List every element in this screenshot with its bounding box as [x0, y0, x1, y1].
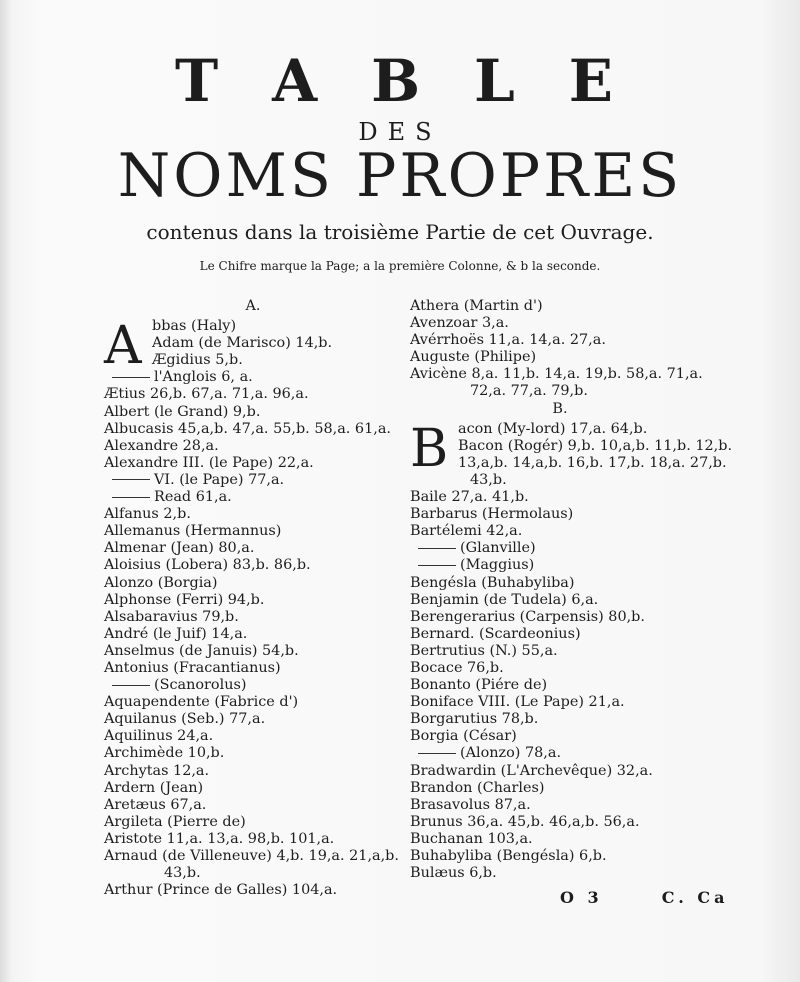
index-entry — [104, 404, 402, 421]
index-entry — [410, 298, 710, 315]
title-letter: L — [474, 47, 517, 115]
title-letter: E — [568, 47, 615, 115]
ditto-dash — [418, 753, 456, 754]
index-entry — [410, 349, 710, 366]
index-entry — [104, 609, 402, 626]
page-footer — [560, 888, 729, 907]
index-entry — [104, 438, 402, 455]
index-entry-text: Alonzo (Borgia) — [104, 574, 218, 591]
index-entry-text: Brasavolus 87,a. — [410, 796, 531, 813]
index-entry-text: Auguste (Philipe) — [410, 349, 537, 366]
index-entry — [410, 711, 710, 728]
index-entry — [104, 660, 402, 677]
index-entry — [104, 472, 402, 489]
index-entry-text: Aretæus 67,a. — [104, 796, 207, 813]
index-entry-text: Antonius (Fracantianus) — [104, 659, 281, 676]
index-entry-text: 43,b. — [470, 471, 507, 488]
index-entry-text: Alsabaravius 79,b. — [104, 608, 239, 625]
index-entry-text: Borgarutius 78,b. — [410, 711, 539, 728]
index-entry — [410, 332, 710, 349]
index-entry-text: Allemanus (Hermannus) — [104, 523, 282, 540]
reading-note: Le Chifre marque la Page; a la première Colonne, & b la seconde. — [199, 259, 601, 273]
index-entry-text: Avicène 8,a. 11,b. 14,a. 19,b. 58,a. 71,a. — [410, 366, 703, 383]
index-entry-text: VI. (le Pape) 77,a. — [154, 471, 285, 488]
index-entry — [410, 848, 710, 865]
index-entry-text: Berengerarius (Carpensis) 80,b. — [410, 608, 645, 625]
index-entry — [104, 626, 402, 643]
title-noms-propres: NOMS PROPRES — [117, 141, 683, 211]
index-entry — [410, 745, 710, 762]
index-entry — [104, 540, 402, 557]
index-entry-text: Bulæus 6,b. — [410, 865, 497, 882]
title-letter: A — [272, 47, 320, 115]
drop-cap-letter: B — [410, 418, 449, 479]
index-entry-text: Borgia (César) — [410, 728, 517, 745]
index-entry-text: (Maggius) — [460, 557, 535, 574]
index-entry — [410, 643, 710, 660]
index-entry — [410, 865, 710, 882]
drop-cap-block — [410, 418, 733, 479]
index-entry-text: Alexandre 28,a. — [104, 437, 219, 454]
index-entry-text: Bernard. (Scardeonius) — [410, 625, 581, 642]
index-entry-text: Alphonse (Ferri) 94,b. — [104, 591, 265, 608]
index-entry — [104, 814, 402, 831]
index-entry-text: Aquapendente (Fabrice d') — [104, 694, 299, 711]
index-entry — [104, 643, 402, 660]
index-entry-text: Bocace 76,b. — [410, 659, 504, 676]
index-entry — [410, 780, 710, 797]
index-entry-text: Ardern (Jean) — [104, 779, 204, 796]
drop-cap-letter: A — [104, 316, 142, 377]
index-entry-text: Read 61,a. — [154, 489, 232, 506]
index-entry-text: Arthur (Prince de Galles) 104,a. — [104, 882, 338, 899]
title-letter: T — [175, 47, 221, 115]
index-entry — [410, 383, 710, 400]
index-entry-text: Archimède 10,b. — [104, 745, 225, 762]
index-entry — [104, 780, 402, 797]
index-entry — [410, 763, 710, 780]
index-entry-text: Brunus 36,a. 45,b. 46,a,b. 56,a. — [410, 813, 640, 830]
index-entry — [104, 677, 402, 694]
index-entry-text: Avérrhoës 11,a. 14,a. 27,a. — [410, 332, 606, 349]
index-entry-text: Bonanto (Piére de) — [410, 677, 548, 694]
index-entry — [410, 575, 710, 592]
index-entry — [104, 557, 402, 574]
index-entry — [410, 728, 710, 745]
index-entry: Bacon (Rogér) 9,b. 10,a,b. 11,b. 12,b. — [458, 437, 733, 454]
index-entry-text: l'Anglois 6, a. — [154, 369, 253, 386]
index-entry — [410, 489, 710, 506]
index-entry — [104, 369, 402, 386]
index-entry-text: Bartélemi 42,a. — [410, 523, 523, 540]
index-entry-text: Arnaud (de Villeneuve) 4,b. 19,a. 21,a,b. — [104, 848, 399, 864]
index-entry — [410, 814, 710, 831]
index-entry — [104, 882, 402, 899]
index-entry-text: Alfanus 2,b. — [104, 506, 191, 523]
index-entry — [104, 575, 402, 592]
left-column — [104, 298, 402, 899]
index-entry-text: (Glanville) — [460, 540, 536, 557]
index-entry — [104, 848, 402, 865]
index-entry-text: Bertrutius (N.) 55,a. — [410, 642, 558, 659]
section-heading-a: A. — [245, 298, 261, 314]
drop-cap-block — [104, 316, 402, 377]
index-entry — [104, 694, 402, 711]
ditto-dash — [112, 497, 150, 498]
index-entry-text: 43,b. — [164, 865, 201, 882]
index-entry — [104, 489, 402, 506]
index-entry-text: Aristote 11,a. 13,a. 98,b. 101,a. — [104, 830, 335, 847]
index-entry-text: Brandon (Charles) — [410, 779, 545, 796]
index-entry — [410, 366, 710, 383]
index-entry — [410, 315, 710, 332]
right-column — [410, 298, 733, 882]
index-entry: bbas (Haly) — [152, 318, 237, 335]
index-entry-text: Baile 27,a. 41,b. — [410, 489, 529, 506]
index-entry — [104, 421, 402, 438]
subtitle: contenus dans la troisième Partie de cet Ouvrage. — [146, 220, 654, 244]
index-entry-text: (Scanorolus) — [154, 677, 247, 694]
index-entry — [410, 472, 710, 489]
index-entry — [104, 865, 402, 882]
ditto-dash — [418, 565, 456, 566]
index-entry — [104, 711, 402, 728]
index-entry-text: Albucasis 45,a,b. 47,a. 55,b. 58,a. 61,a. — [104, 420, 391, 437]
index-entry-text: André (le Juif) 14,a. — [104, 625, 248, 642]
index-entry — [410, 660, 710, 677]
catchword: C. Ca — [661, 888, 729, 907]
index-entry — [410, 592, 710, 609]
index-entry-text: Alexandre III. (le Pape) 22,a. — [104, 454, 314, 471]
index-entry — [410, 557, 710, 574]
index-entry — [410, 626, 710, 643]
index-entry-text: Anselmus (de Januis) 54,b. — [104, 642, 299, 659]
index-entry-text: Aloisius (Lobera) 83,b. 86,b. — [104, 557, 311, 574]
index-entry — [104, 763, 402, 780]
index-entry: acon (My-lord) 17,a. 64,b. — [458, 420, 648, 437]
index-entry — [410, 609, 710, 626]
index-entry: Adam (de Marisco) 14,b. — [152, 335, 333, 352]
index-entry — [410, 694, 710, 711]
index-entry — [104, 797, 402, 814]
index-entry-text: Athera (Martin d') — [410, 298, 543, 314]
index-entry — [104, 386, 402, 403]
index-entry-text: Ætius 26,b. 67,a. 71,a. 96,a. — [104, 386, 309, 403]
index-entry — [104, 506, 402, 523]
index-entry-text: Almenar (Jean) 80,a. — [104, 540, 255, 557]
index-entry-text: Buhabyliba (Bengésla) 6,b. — [410, 848, 607, 864]
index-entry — [104, 592, 402, 609]
ditto-dash — [112, 685, 150, 686]
index-entry-text: Benjamin (de Tudela) 6,a. — [410, 591, 599, 608]
index-entry-text: Albert (le Grand) 9,b. — [104, 403, 261, 420]
index-entry-text: Buchanan 103,a. — [410, 830, 533, 847]
ditto-dash — [418, 548, 456, 549]
index-entry-text: (Alonzo) 78,a. — [460, 745, 562, 762]
section-heading-b: B. — [552, 400, 568, 417]
index-entry-text: Aquilanus (Seb.) 77,a. — [104, 711, 266, 728]
index-entry — [104, 831, 402, 848]
title-letter: B — [371, 47, 423, 115]
index-entry — [410, 523, 710, 540]
index-entry — [410, 506, 710, 523]
index-entry — [410, 797, 710, 814]
index-entry: Ægidius 5,b. — [152, 352, 243, 369]
index-entry — [104, 728, 402, 745]
index-entry — [410, 831, 710, 848]
title-des: DES — [358, 118, 442, 146]
index-entry-text: Archytas 12,a. — [104, 762, 210, 779]
index-entry — [410, 540, 710, 557]
signature-mark: O 3 — [560, 888, 603, 907]
ditto-dash — [112, 479, 150, 480]
index-entry: 13,a,b. 14,a,b. 16,b. 17,b. 18,a. 27,b. — [458, 454, 727, 471]
index-entry-text: Argileta (Pierre de) — [104, 813, 246, 830]
index-entry-text: Avenzoar 3,a. — [410, 315, 509, 332]
index-entry-text: Barbarus (Hermolaus) — [410, 506, 574, 523]
index-entry — [410, 677, 710, 694]
index-entry-text: Boniface VIII. (Le Pape) 21,a. — [410, 694, 625, 711]
ditto-dash — [112, 377, 150, 378]
index-entry — [104, 523, 402, 540]
title-table — [175, 47, 615, 115]
index-entry-text: Bengésla (Buhabyliba) — [410, 574, 575, 591]
index-entry-text: Aquilinus 24,a. — [104, 728, 214, 745]
index-entry-text: 72,a. 77,a. 79,b. — [470, 383, 588, 400]
index-entry — [104, 745, 402, 762]
index-entry — [104, 455, 402, 472]
index-entry-text: Bradwardin (L'Archevêque) 32,a. — [410, 762, 653, 779]
